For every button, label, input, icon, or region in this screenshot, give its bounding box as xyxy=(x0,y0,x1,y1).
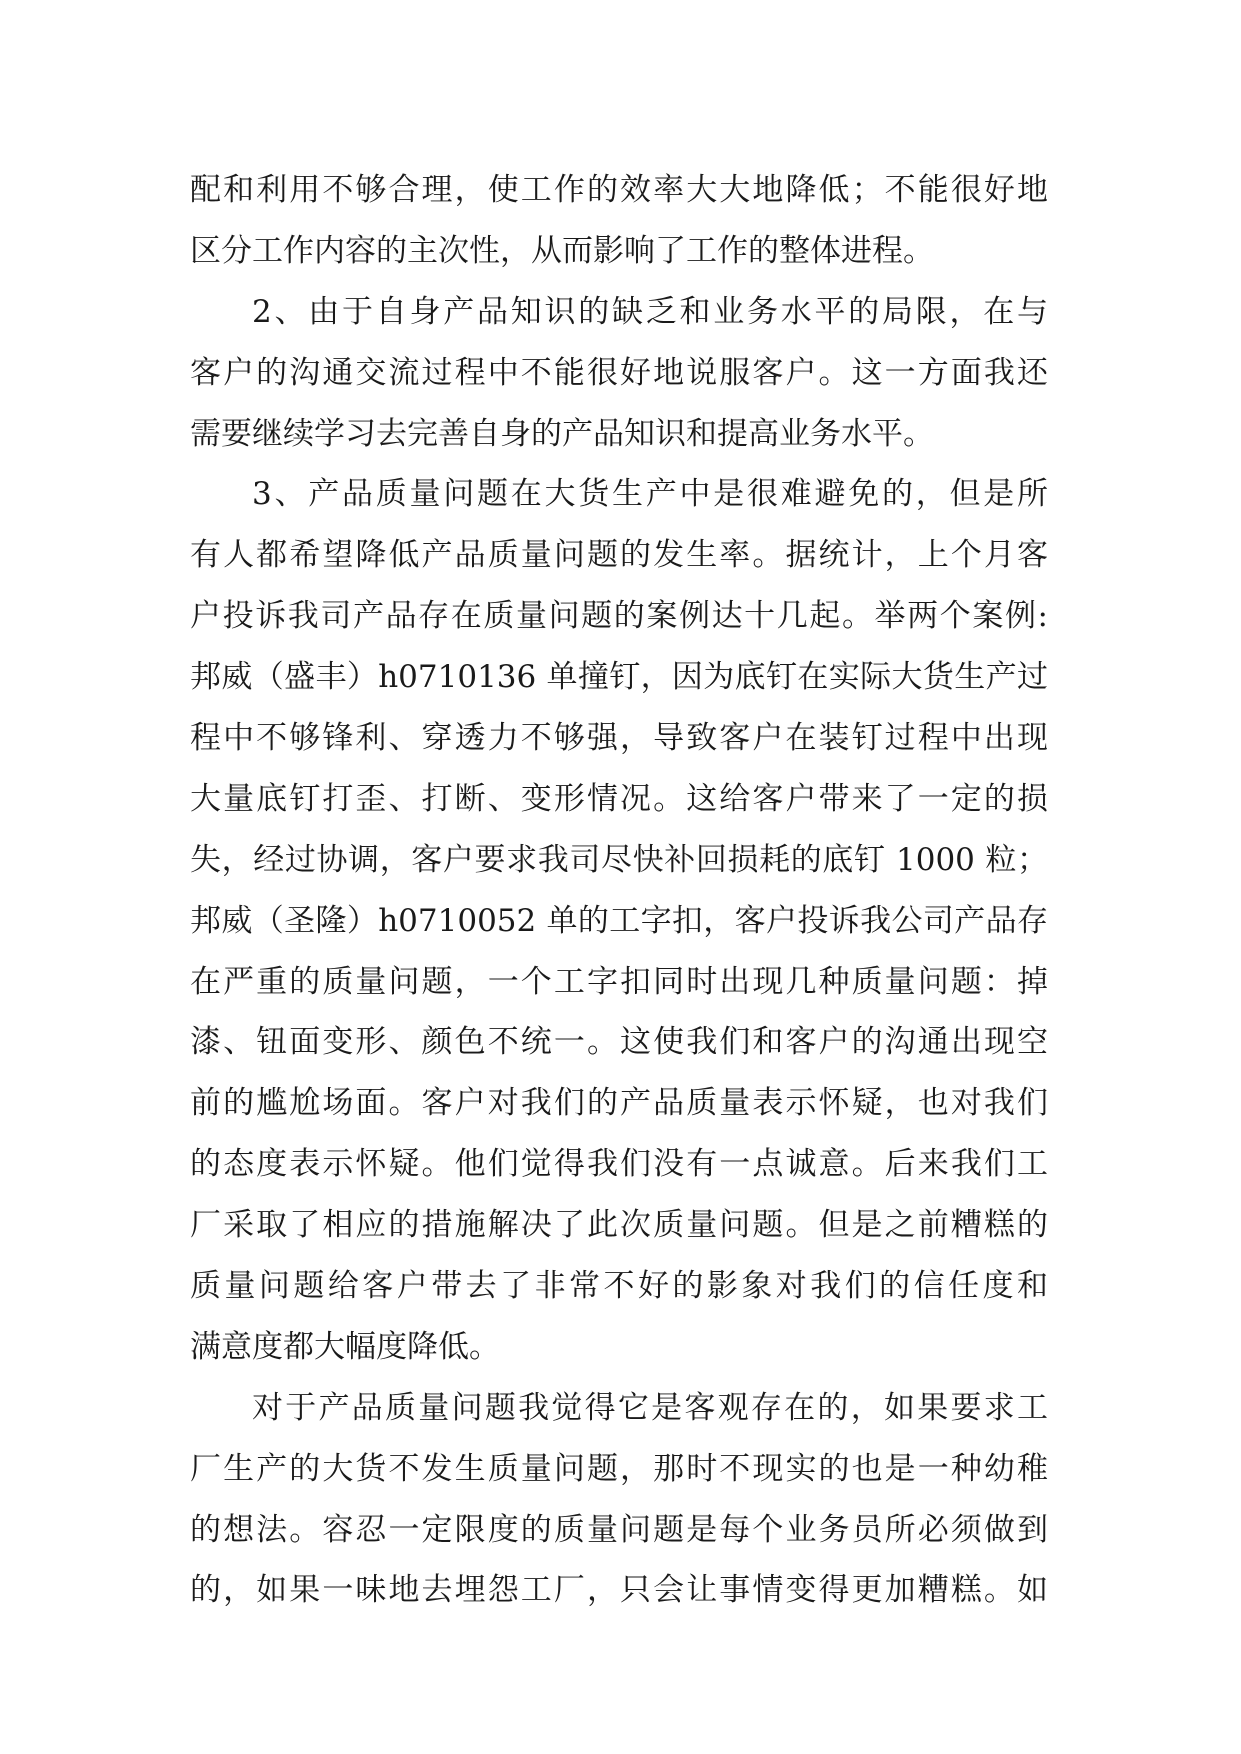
text-line: 区分工作内容的主次性，从而影响了工作的整体进程。 xyxy=(190,232,934,269)
text-line: 客户的沟通交流过程中不能很好地说服客户。这一方面我还 xyxy=(190,354,1048,391)
text-line: 的态度表示怀疑。他们觉得我们没有一点诚意。后来我们工 xyxy=(190,1146,1048,1183)
text-line: 大量底钉打歪、打断、变形情况。这给客户带来了一定的损 xyxy=(190,780,1048,817)
document-body xyxy=(190,160,1048,1621)
text-line: 失，经过协调，客户要求我司尽快补回损耗的底钉 1000 粒； xyxy=(190,841,1048,878)
text-line: 厂生产的大货不发生质量问题，那时不现实的也是一种幼稚 xyxy=(190,1450,1048,1487)
text-line: 邦威（圣隆）h0710052 单的工字扣，客户投诉我公司产品存 xyxy=(190,902,1048,939)
text-line: 满意度都大幅度降低。 xyxy=(190,1328,500,1365)
text-line: 邦威（盛丰）h0710136 单撞钉，因为底钉在实际大货生产过 xyxy=(190,659,1048,696)
text-line: 的想法。容忍一定限度的质量问题是每个业务员所必须做到 xyxy=(190,1511,1048,1548)
text-line: 有人都希望降低产品质量问题的发生率。据统计，上个月客 xyxy=(190,537,1048,574)
text-line: 质量问题给客户带去了非常不好的影象对我们的信任度和 xyxy=(190,1268,1048,1305)
text-line: 户投诉我司产品存在质量问题的案例达十几起。举两个案例: xyxy=(190,598,1048,635)
text-line: 厂采取了相应的措施解决了此次质量问题。但是之前糟糕的 xyxy=(190,1207,1048,1244)
text-line: 程中不够锋利、穿透力不够强，导致客户在装钉过程中出现 xyxy=(190,720,1048,757)
paragraph-start-line: 2、由于自身产品知识的缺乏和业务水平的局限，在与 xyxy=(252,293,1048,330)
text-line: 配和利用不够合理，使工作的效率大大地降低；不能很好地 xyxy=(190,172,1048,208)
text-line: 漆、钮面变形、颜色不统一。这使我们和客户的沟通出现空 xyxy=(190,1024,1048,1061)
text-line: 需要继续学习去完善自身的产品知识和提高业务水平。 xyxy=(190,415,934,452)
text-line: 的，如果一味地去埋怨工厂，只会让事情变得更加糟糕。如 xyxy=(190,1572,1048,1609)
paragraph-start-line: 对于产品质量问题我觉得它是客观存在的，如果要求工 xyxy=(252,1389,1048,1426)
text-line: 在严重的质量问题，一个工字扣同时出现几种质量问题：掉 xyxy=(190,963,1048,1000)
paragraph-start-line: 3、产品质量问题在大货生产中是很难避免的，但是所 xyxy=(252,476,1048,513)
text-line: 前的尴尬场面。客户对我们的产品质量表示怀疑，也对我们 xyxy=(190,1085,1048,1122)
